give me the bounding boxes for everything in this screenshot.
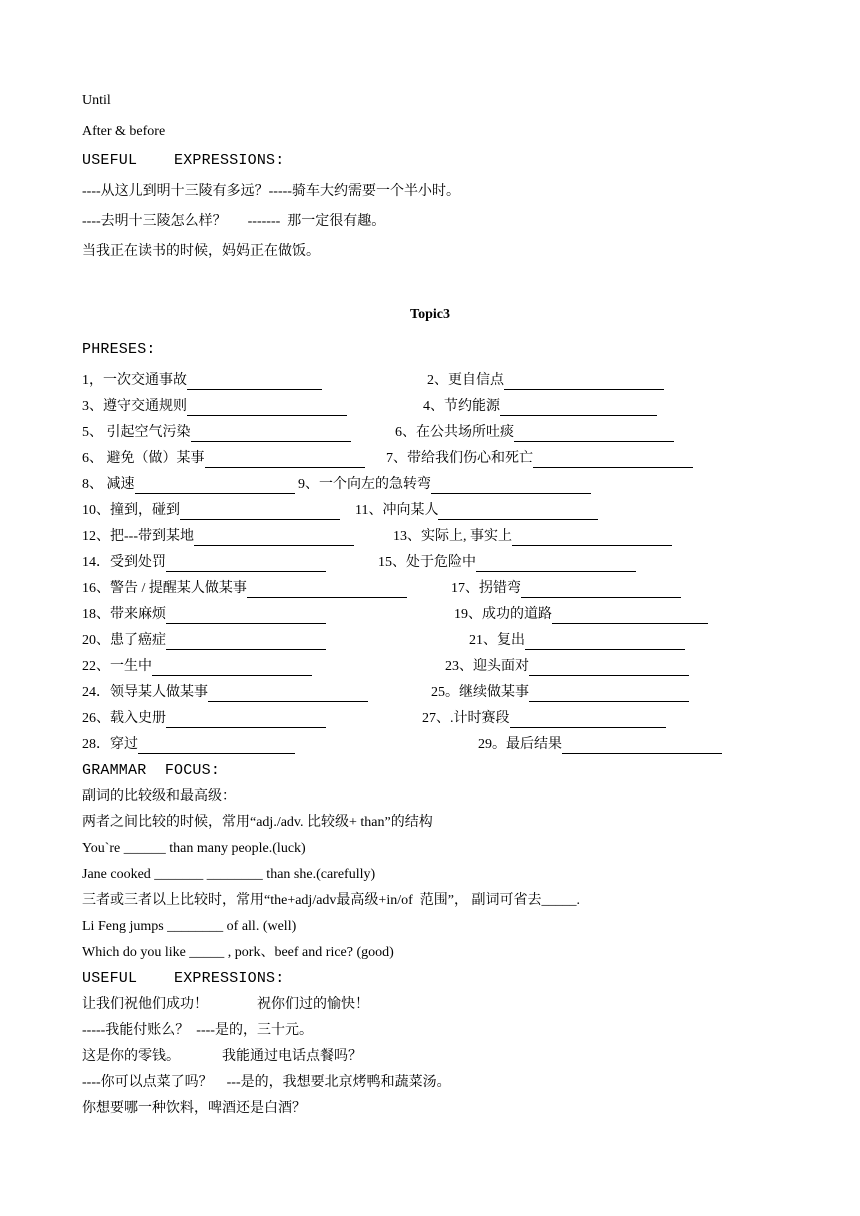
phrase-item: 23、迎头面对 — [445, 658, 689, 676]
phrase-item: 26、载入史册 — [82, 710, 326, 728]
grammar-line: 三者或三者以上比较时，常用“the+adj/adv最高级+in/of 范围”， 副词可省去_____. — [82, 893, 580, 908]
phrase-item: 8、 减速 — [82, 476, 295, 494]
phrase-item: 18、带来麻烦 — [82, 606, 326, 624]
phrase-item: 27、.计时赛段 — [422, 710, 666, 728]
useful1-line: ----从这儿到明十三陵有多远？-----骑车大约需要一个半小时。 — [82, 184, 460, 199]
phrase-item: 22、一生中 — [82, 658, 312, 676]
phrase-item: 13、实际上, 事实上 — [393, 528, 672, 546]
phrase-item: 29。最后结果 — [478, 736, 722, 754]
grammar-focus-heading: GRAMMAR FOCUS: — [82, 762, 221, 779]
useful1-line: ----去明十三陵怎么样？ ------- 那一定很有趣。 — [82, 214, 386, 229]
phrase-row — [82, 528, 782, 546]
phrase-row — [82, 606, 782, 624]
phrase-item: 24．领导某人做某事 — [82, 684, 368, 702]
grammar-line: Li Feng jumps ________ of all. (well) — [82, 919, 297, 934]
phrase-item: 7、带给我们伤心和死亡 — [386, 450, 693, 468]
grammar-line: 副词的比较级和最高级： — [82, 789, 236, 804]
useful2-line: 让我们祝他们成功！ 祝你们过的愉快！ — [82, 997, 369, 1012]
phrase-item: 6、在公共场所吐痰 — [395, 424, 674, 442]
useful-expressions-heading-1: USEFUL EXPRESSIONS: — [82, 152, 285, 169]
phrase-item: 15、处于危险中 — [378, 554, 636, 572]
line-until: Until — [82, 93, 111, 108]
phrase-row — [82, 502, 782, 520]
useful2-line: 你想要哪一种饮料，啤酒还是白酒？ — [82, 1101, 306, 1116]
phrase-item: 6、 避免（做）某事 — [82, 450, 365, 468]
phrase-row — [82, 658, 782, 676]
phrases-heading: PHRESES: — [82, 341, 156, 358]
phrase-item: 2、更自信点 — [427, 372, 664, 390]
phrase-row — [82, 450, 782, 468]
phrase-item: 16、警告 / 提醒某人做某事 — [82, 580, 407, 598]
phrase-item: 17、拐错弯 — [451, 580, 681, 598]
topic-title: Topic3 — [410, 307, 450, 322]
phrase-item: 9、一个向左的急转弯 — [298, 476, 591, 494]
phrase-item: 20、患了癌症 — [82, 632, 326, 650]
phrase-item: 5、 引起空气污染 — [82, 424, 351, 442]
grammar-line: Which do you like _____ , pork、beef and rice? (good) — [82, 945, 394, 960]
useful2-line: 这是你的零钱。 我能通过电话点餐吗？ — [82, 1049, 362, 1064]
phrase-item: 12、把---带到某地 — [82, 528, 354, 546]
phrase-item: 11、冲向某人 — [355, 502, 598, 520]
phrase-item: 1，一次交通事故 — [82, 372, 322, 390]
useful-expressions-heading-2: USEFUL EXPRESSIONS: — [82, 970, 285, 987]
phrase-row — [82, 476, 782, 494]
phrase-item: 4、节约能源 — [423, 398, 657, 416]
grammar-line: You`re ______ than many people.(luck) — [82, 841, 306, 856]
phrase-row — [82, 632, 782, 650]
line-after-before: After & before — [82, 124, 166, 139]
phrase-item: 19、成功的道路 — [454, 606, 708, 624]
phrase-row — [82, 684, 782, 702]
phrase-item: 21、复出 — [469, 632, 685, 650]
phrase-row — [82, 424, 782, 442]
grammar-line: 两者之间比较的时候，常用“adj./adv. 比较级+ than”的结构 — [82, 815, 433, 830]
useful2-line: -----我能付账么？ ----是的，三十元。 — [82, 1023, 313, 1038]
phrase-item: 28．穿过 — [82, 736, 295, 754]
phrase-item: 14．受到处罚 — [82, 554, 326, 572]
phrase-row — [82, 710, 782, 728]
phrase-item: 3、遵守交通规则 — [82, 398, 347, 416]
useful1-line: 当我正在读书的时候，妈妈正在做饭。 — [82, 244, 320, 259]
phrase-row — [82, 398, 782, 416]
phrase-row — [82, 554, 782, 572]
phrase-item: 25。继续做某事 — [431, 684, 689, 702]
phrase-row — [82, 372, 782, 390]
phrase-item: 10、撞到，碰到 — [82, 502, 340, 520]
useful2-line: ----你可以点菜了吗？ ---是的，我想要北京烤鸭和蔬菜汤。 — [82, 1075, 451, 1090]
phrase-row — [82, 736, 782, 754]
grammar-line: Jane cooked _______ ________ than she.(carefully) — [82, 867, 376, 882]
phrase-row — [82, 580, 782, 598]
